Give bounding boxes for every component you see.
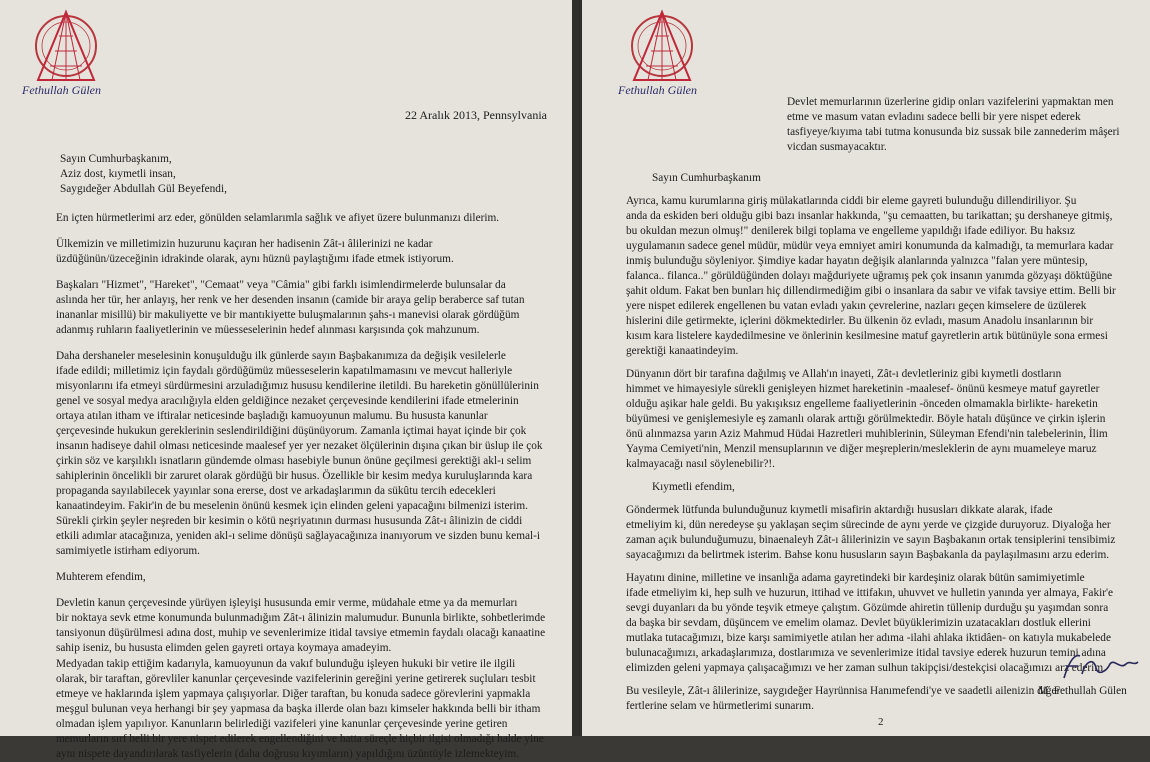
text-line: falanca.. filanca.." görüldüğünden dolayı mağduriyete uğramış pek çok insanın yanımda gözyaşı döktüğüne [626,270,1113,282]
text-line: misyonlarını ifa etmeyi sürdürmesini arzuladığımız hususu kendilerine iletildi. Bu hareketin gönüllülerinin [56,380,539,392]
text-line: mutlaka tutacağımızı, bize karşı samimiyetle atılan her adıma -ilahi ahlaka iktidâen- on katıyla mukabelede [626,632,1111,644]
text-line: Dünyanın dört bir tarafına dağılmış ve Allah'ın inayeti, Zât-ı devletleriniz gibi kıymetli dostların [626,368,1062,380]
text-line: Devletin kanun çerçevesinde yürüyen işleyişi hususunda emir verme, müdahale etme ya da memurları [56,597,518,609]
logo-signature-text: Fethullah Gülen [618,83,697,97]
page-number: 2 [878,716,884,728]
text-line: Hayatını dinine, milletine ve insanlığa adama gayretindeki bir kardeşiniz olarak bütün samimiyetimle [626,572,1085,584]
text-line: Göndermek lütfunda bulunduğunuz kıymetli misafirin aktardığı hususları dikkate alarak, ifade [626,504,1053,516]
text-line: şahit oldum. Fakat ben bunları hiç dillendirmediğim gibi o insanlara da sabır ve vifak tavsiye ettim. Belli bir [626,285,1116,297]
text-line: fertlerine selam ve hürmetlerimi sunarım. [626,700,814,712]
text-line: kanaatindeyim. Fakir'in de bu meselenin önünü kesmek için elinden geleni yapacağını bilmenizi isterim. [56,500,528,512]
signature-name: M. Fethullah Gülen [1038,685,1127,697]
text-line: genel ve sosyal medya aracılığıyla elden geldiğince nezaket çerçevesinde kendilerini ifade etmelerinin [56,395,519,407]
text-line: aynı nispete dayandırılarak tasfiyelerin (daha doğrusu kıyımların) yapıldığını üzüntüyle izlemekteyim. [56,748,520,760]
text-line: elimizden geleni yapmaya çalışacağımızı ve her zaman sulhun takipçisi/destekçisi olacağımızı arz ederim. [626,662,1106,674]
text-line: ifade edildi; milletimiz için faydalı gördüğümüz müesseselerin kapatılmamasını ve mevcut halleriyle [56,365,513,377]
text-line: etmeliyim ki, dün neredeyse şu yaklaşan seçim sürecinde de aynı yerde ve çizgide duruyoruz. Diyaloğa her [626,519,1111,531]
salutation-line: Aziz dost, kıymetli insan, [60,168,176,180]
text-line: uygulamanın sadece genel müdür, müdür veya emniyet amiri konumunda da kalmadığı, ta memurlara kadar [626,240,1114,252]
text-line: Ülkemizin ve milletimizin huzurunu kaçıran her hadisenin Zât-ı âlilerinizi ne kadar [56,238,433,250]
text-line: tasfiyeye/kıyıma tabi tutma konusunda biz sussak bile zannederim mâşeri [787,126,1120,138]
text-line: üzdüğünün/üzeceğinin idrakinde olarak, aynı hüznü paylaştığımı ifade etmek istiyorum. [56,253,454,265]
text-line: Ayrıca, kamu kurumlarına giriş mülakatlarında ciddi bir eleme gayreti bulunduğu dillendiriliyor. Şu [626,195,1077,207]
text-line: insanın hadiseye dahil olması neticesinde maalesef yer yer nezaket ölçülerinin dışına çıkan bir üslup ile çok [56,440,543,452]
text-line: vicdan susmayacaktır. [787,141,887,153]
text-line: kalmayacağı nasıl söylenebilir?!. [626,458,775,470]
foundation-logo-icon [26,6,106,88]
text-line: olmadan işlem yapılıyor. Kanunların belirlediği vazifeleri yine kanunlar çerçevesinde yerine getiren [56,718,508,730]
text-line: memurların sırf belli bir yere nispet edilerek engellendiğini ve hatta süreçle hiçbir ilgisi olmadığı halde yine [56,733,544,745]
text-line: meşgul bulunan veya herhangi bir şey yapmasa da başka illerde olan bazı kimseler hakkında belli bir itham [56,703,541,715]
text-line: Daha dershaneler meselesinin konuşulduğu ilk günlerde sayın Başbakanımıza da değişik vesilelerle [56,350,506,362]
text-line: sahip iseniz, bu hususta elimden gelen gayreti ortaya koymaya amadeyim. [56,642,392,654]
text-line: Bu vesileyle, Zât-ı âlilerinize, saygıdeğer Hayrünnisa Hanımefendi'ye ve saadetli ailenizin diğer [626,685,1061,697]
text-line: tansiyonun düşürülmesi adına dost, muhip ve sevenlerimize itidal tavsiye etmemin faydalı olacağı kanaatine [56,627,546,639]
text-line: Kıymetli efendim, [652,481,735,493]
text-line: propaganda sayılabilecek yayınlar sona ererse, dost ve arkadaşlarımın da sükûtu tercih edecekleri [56,485,496,497]
text-line: Başkaları "Hizmet", "Hareket", "Cemaat" veya "Câmia" gibi farklı isimlendirmelerde bulunsalar da [56,279,506,291]
text-line: etmeye ve haklarında işlem yapmaya çalışıyorlar. Diğer taraftan, bu konuda sadece görevlerini yapmakla [56,688,531,700]
text-line: bu okuldan mezun olmuş!" denilerek bilgi toplama ve engelleme yapıldığı ifade ediliyor. Bu haksız [626,225,1075,237]
text-line: sayacağımızı da belirtmek isterim. Bahse konu hususların sayın Başbakanla da paylaşılmasını arzu ederim. [626,549,1110,561]
text-line: inmiş bulunduğu söyleniyor. Şimdiye kadar hayatın değişik alanlarında yalnızca "falan yere müntesip, [626,255,1088,267]
text-line: Medyadan takip ettiğim kadarıyla, kamuoyunun da vakıf bulunduğu işleyen hukuki bir vetire ile ilgili [56,658,516,670]
text-line: Yayma Cemiyeti'nin, Menzil mensuplarının ve diğer meşreplerin/mesleklerin de aynı muameleye maruz [626,443,1097,455]
text-line: bir noktaya sevk etme konumunda bulunmadığım Zât-ı âlinizin malumudur. Bununla birlikte, sohbetlerimde [56,612,546,624]
text-line: kısım kara listelere kaydedilmesine ve önlerinin kesilmesine matuf gayretlerin artık bütünüyle sona ermesi [626,330,1108,342]
text-line: olarak, bir taraftan, görevliler kanunlar çerçevesinde vazifelerinin gereğini yerine getirerek suçluları tesbit [56,673,536,685]
text-line: bulunacağımızı, arkadaşlarımıza, dostlarımıza ve sevenlerimize itidal tavsiye ederek huzurun temini adına [626,647,1106,659]
text-line: hislerini dile getirmekte, içlerini dökmektedirler. Bu ülkenin öz evladı, masum Anadolu insanlarının bir [626,315,1094,327]
text-line: aslında her tür, her anlayış, her renk ve her desenden insanın (camide bir araya gelip beraberce saf tutan [56,294,525,306]
letter-page-2 [582,0,1150,736]
text-line: çerçevesinde hukukun gereklerinin seslendirildiğini düşünüyorum. Zamanla içtimai hayat içinde bir çok [56,425,527,437]
text-line: anda da eskiden beri olduğu gibi bazı insanlar hakkında, "şu cemaatten, bu tarikattan; şu dershaneye gitmiş, [626,210,1113,222]
handwritten-signature-icon [1060,650,1140,684]
text-line: yere nispet edilerek engellenen bu vatan evladı yakın çevrelerine, nazları geçen kimselere de üzülerek [626,300,1087,312]
text-line: himmet ve himayesiyle sürekli genişleyen hizmet hareketinin -maalesef- önünü kesmeye matuf gayretler [626,383,1100,395]
foundation-logo-icon [622,6,702,88]
text-line: büyümesi ve genişlemesiyle eş zamanlı olarak arttığı görülmektedir. Böyle hatalı düşünce ve çirkin işlerin [626,413,1106,425]
text-line: adanmış ruhların faaliyetlerinin ve müesseselerinin hedef alınması karşısında çok mahzunum. [56,324,480,336]
text-line: Sayın Cumhurbaşkanım [652,172,761,184]
text-line: da başka bir sevdam, düşüncem ve emelim olamaz. Devlet büyüklerimizin uzatacakları dostluk ellerini [626,617,1091,629]
page-gap [572,0,582,736]
text-line: En içten hürmetlerimi arz eder, gönülden selamlarımla sağlık ve afiyet üzere bulunmanızı dilerim. [56,212,500,224]
text-line: ortaya atılan itham ve iftiralar neticesinde başladığı kamuoyunun malumu. Bu hususta kanunlar [56,410,488,422]
text-line: Devlet memurlarının üzerlerine gidip onları vazifelerini yapmaktan men [787,96,1114,108]
text-line: sahiplerinin öncelikli bir zaruret olarak gördüğü bir husus. Özellikle bir kesim medya kuruluşlarında kara [56,470,533,482]
text-line: önü alınmazsa yarın Aziz Mahmud Hüdai Hazretleri muhiblerinin, Süleyman Efendi'nin talebelerinin, İlim [626,428,1108,440]
letter-date: 22 Aralık 2013, Pennsylvania [405,108,547,122]
text-line: Muhterem efendim, [56,571,146,583]
text-line: inananlar misillü) bir makuliyette ve bir mantıkiyette buluşmalarının şahs-ı manevisi olarak gördüğüm [56,309,520,321]
text-line: Sürekli çirkin şeyler neşreden bir kesimin o kötü neşriyatının durması hususunda Zât-ı âlinizin de ciddi [56,515,523,527]
text-line: etme ve masum vatan evladını sadece belli bir yere nispet ederek [787,111,1081,123]
text-line: sevgi duyanları da bu yönde teşvik etmeye çalıştım. Gözümde ahiretin tüllenip durduğu şu yaşımdan sonra [626,602,1109,614]
text-line: olduğu aşikar hale geldi. Bu yakışıksız engelleme faaliyetlerinin -önceden olmamakla birlikte- hareketin [626,398,1098,410]
text-line: zaman açık bulunduğumuzu, binaenaleyh Zât-ı âlilerinizin ve sayın Başbakanın ortak tensiplerini tensibimiz [626,534,1116,546]
salutation-line: Saygıdeğer Abdullah Gül Beyefendi, [60,183,227,195]
logo-signature-text: Fethullah Gülen [22,83,101,97]
letter-page-1 [0,0,572,760]
text-line: samimiyetle istirham ediyorum. [56,545,201,557]
salutation-line: Sayın Cumhurbaşkanım, [60,153,172,165]
text-line: etkili adımlar atacağınıza, yeniden akl-ı selime dönüşü sağlayacağınıza inanıyorum ve sizden bunu kemal-i [56,530,541,542]
text-line: ifade etmeliyim ki, hep sulh ve huzurun, ittihad ve ittifakın, uhuvvet ve hulletin yanında yer almaya, Fakir'e [626,587,1114,599]
text-line: gerektiği kanaatindeyim. [626,345,739,357]
text-line: çirkin söz ve karşılıklı isnatların gündemde olması hasebiyle bunun önüne geçilmesi gerektiği akl-ı selim [56,455,532,467]
